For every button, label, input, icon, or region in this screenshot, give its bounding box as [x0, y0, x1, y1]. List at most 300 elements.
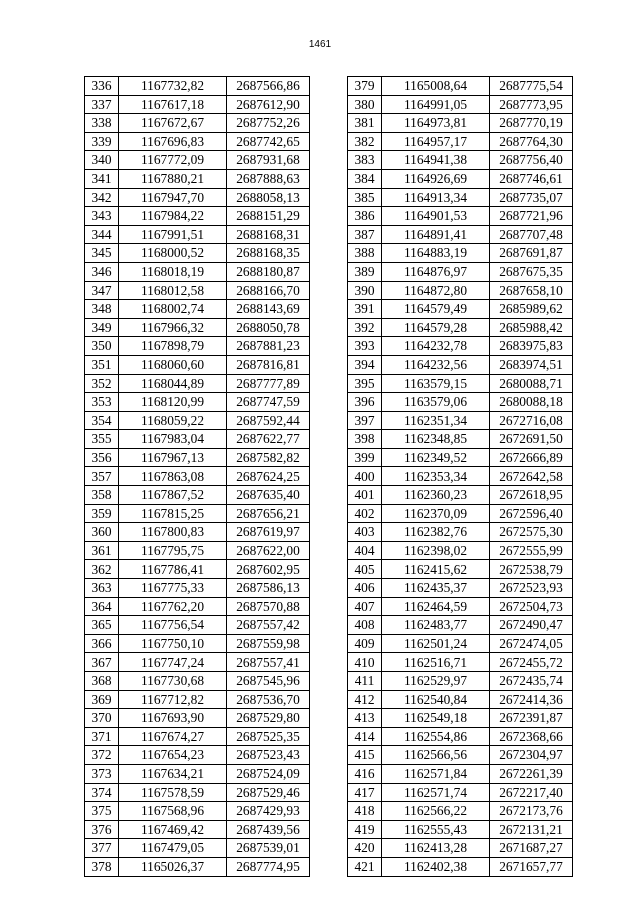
x-coordinate-cell: 1162516,71	[382, 653, 490, 672]
table-row	[348, 207, 573, 226]
y-coordinate-cell: 2672504,73	[490, 597, 573, 616]
y-coordinate-cell: 2688166,70	[227, 281, 310, 300]
x-coordinate-cell: 1162382,76	[382, 523, 490, 542]
y-coordinate-cell: 2685989,62	[490, 300, 573, 319]
table-row	[348, 169, 573, 188]
table-row	[85, 634, 310, 653]
point-number-cell: 361	[85, 541, 119, 560]
table-row	[348, 820, 573, 839]
point-number-cell: 396	[348, 393, 382, 412]
point-number-cell: 405	[348, 560, 382, 579]
point-number-cell: 360	[85, 523, 119, 542]
y-coordinate-cell: 2687777,89	[227, 374, 310, 393]
x-coordinate-cell: 1167693,90	[119, 709, 227, 728]
x-coordinate-cell: 1167898,79	[119, 337, 227, 356]
y-coordinate-cell: 2672691,50	[490, 430, 573, 449]
table-row	[348, 318, 573, 337]
point-number-cell: 366	[85, 634, 119, 653]
y-coordinate-cell: 2687764,30	[490, 132, 573, 151]
table-row	[85, 560, 310, 579]
table-row	[348, 523, 573, 542]
point-number-cell: 421	[348, 857, 382, 876]
table-row	[85, 541, 310, 560]
y-coordinate-cell: 2687439,56	[227, 820, 310, 839]
x-coordinate-cell: 1164991,05	[382, 95, 490, 114]
x-coordinate-cell: 1164913,34	[382, 188, 490, 207]
table-row	[85, 430, 310, 449]
table-row	[85, 616, 310, 635]
point-number-cell: 393	[348, 337, 382, 356]
y-coordinate-cell: 2687881,23	[227, 337, 310, 356]
x-coordinate-cell: 1164579,49	[382, 300, 490, 319]
x-coordinate-cell: 1162554,86	[382, 727, 490, 746]
point-number-cell: 401	[348, 486, 382, 505]
point-number-cell: 404	[348, 541, 382, 560]
y-coordinate-cell: 2687545,96	[227, 672, 310, 691]
y-coordinate-cell: 2687931,68	[227, 151, 310, 170]
table-row	[85, 820, 310, 839]
x-coordinate-cell: 1162566,56	[382, 746, 490, 765]
x-coordinate-cell: 1162370,09	[382, 504, 490, 523]
point-number-cell: 356	[85, 448, 119, 467]
y-coordinate-cell: 2672523,93	[490, 579, 573, 598]
y-coordinate-cell: 2672666,89	[490, 448, 573, 467]
table-row	[348, 746, 573, 765]
y-coordinate-cell: 2687529,80	[227, 709, 310, 728]
y-coordinate-cell: 2688143,69	[227, 300, 310, 319]
table-row	[348, 486, 573, 505]
point-number-cell: 383	[348, 151, 382, 170]
point-number-cell: 417	[348, 783, 382, 802]
point-number-cell: 362	[85, 560, 119, 579]
point-number-cell: 413	[348, 709, 382, 728]
y-coordinate-cell: 2687557,42	[227, 616, 310, 635]
point-number-cell: 414	[348, 727, 382, 746]
point-number-cell: 388	[348, 244, 382, 263]
y-coordinate-cell: 2672173,76	[490, 802, 573, 821]
table-row	[348, 393, 573, 412]
point-number-cell: 359	[85, 504, 119, 523]
table-row	[85, 746, 310, 765]
point-number-cell: 410	[348, 653, 382, 672]
point-number-cell: 381	[348, 114, 382, 133]
y-coordinate-cell: 2672618,95	[490, 486, 573, 505]
y-coordinate-cell: 2687742,65	[227, 132, 310, 151]
point-number-cell: 420	[348, 839, 382, 858]
table-row	[85, 690, 310, 709]
x-coordinate-cell: 1168059,22	[119, 411, 227, 430]
x-coordinate-cell: 1164926,69	[382, 169, 490, 188]
table-row	[348, 355, 573, 374]
y-coordinate-cell: 2672538,79	[490, 560, 573, 579]
x-coordinate-cell: 1167867,52	[119, 486, 227, 505]
table-row	[85, 653, 310, 672]
y-coordinate-cell: 2688168,31	[227, 225, 310, 244]
table-row	[85, 114, 310, 133]
y-coordinate-cell: 2687888,63	[227, 169, 310, 188]
table-row	[348, 262, 573, 281]
x-coordinate-cell: 1167863,08	[119, 467, 227, 486]
table-row	[348, 430, 573, 449]
x-coordinate-cell: 1167880,21	[119, 169, 227, 188]
table-row	[348, 151, 573, 170]
x-coordinate-cell: 1167469,42	[119, 820, 227, 839]
x-coordinate-cell: 1164579,28	[382, 318, 490, 337]
y-coordinate-cell: 2672261,39	[490, 764, 573, 783]
point-number-cell: 345	[85, 244, 119, 263]
table-row	[348, 727, 573, 746]
point-number-cell: 409	[348, 634, 382, 653]
y-coordinate-cell: 2687523,43	[227, 746, 310, 765]
x-coordinate-cell: 1162398,02	[382, 541, 490, 560]
x-coordinate-cell: 1162571,84	[382, 764, 490, 783]
x-coordinate-cell: 1162413,28	[382, 839, 490, 858]
x-coordinate-cell: 1167795,75	[119, 541, 227, 560]
y-coordinate-cell: 2688180,87	[227, 262, 310, 281]
table-row	[85, 393, 310, 412]
y-coordinate-cell: 2687602,95	[227, 560, 310, 579]
x-coordinate-cell: 1164883,19	[382, 244, 490, 263]
x-coordinate-cell: 1162435,37	[382, 579, 490, 598]
point-number-cell: 392	[348, 318, 382, 337]
x-coordinate-cell: 1167617,18	[119, 95, 227, 114]
table-row	[348, 77, 573, 96]
y-coordinate-cell: 2687746,61	[490, 169, 573, 188]
y-coordinate-cell: 2672131,21	[490, 820, 573, 839]
table-row	[348, 225, 573, 244]
y-coordinate-cell: 2688151,29	[227, 207, 310, 226]
y-coordinate-cell: 2672596,40	[490, 504, 573, 523]
table-row	[348, 802, 573, 821]
table-row	[348, 857, 573, 876]
point-number-cell: 341	[85, 169, 119, 188]
table-row	[85, 857, 310, 876]
table-row	[85, 709, 310, 728]
y-coordinate-cell: 2687707,48	[490, 225, 573, 244]
point-number-cell: 408	[348, 616, 382, 635]
y-coordinate-cell: 2687747,59	[227, 393, 310, 412]
x-coordinate-cell: 1167762,20	[119, 597, 227, 616]
table-row	[85, 839, 310, 858]
point-number-cell: 336	[85, 77, 119, 96]
y-coordinate-cell: 2683975,83	[490, 337, 573, 356]
y-coordinate-cell: 2672716,08	[490, 411, 573, 430]
table-row	[85, 318, 310, 337]
table-row	[348, 597, 573, 616]
y-coordinate-cell: 2687624,25	[227, 467, 310, 486]
y-coordinate-cell: 2688050,78	[227, 318, 310, 337]
y-coordinate-cell: 2672217,40	[490, 783, 573, 802]
x-coordinate-cell: 1167578,59	[119, 783, 227, 802]
y-coordinate-cell: 2687529,46	[227, 783, 310, 802]
coordinates-table-left	[84, 76, 310, 877]
point-number-cell: 416	[348, 764, 382, 783]
point-number-cell: 403	[348, 523, 382, 542]
x-coordinate-cell: 1167732,82	[119, 77, 227, 96]
y-coordinate-cell: 2687619,97	[227, 523, 310, 542]
point-number-cell: 346	[85, 262, 119, 281]
y-coordinate-cell: 2688058,13	[227, 188, 310, 207]
y-coordinate-cell: 2688168,35	[227, 244, 310, 263]
coordinates-table-right	[347, 76, 573, 877]
point-number-cell: 389	[348, 262, 382, 281]
table-row	[348, 541, 573, 560]
point-number-cell: 407	[348, 597, 382, 616]
point-number-cell: 344	[85, 225, 119, 244]
point-number-cell: 350	[85, 337, 119, 356]
table-row	[85, 411, 310, 430]
table-row	[348, 653, 573, 672]
y-coordinate-cell: 2672490,47	[490, 616, 573, 635]
x-coordinate-cell: 1162571,74	[382, 783, 490, 802]
point-number-cell: 377	[85, 839, 119, 858]
x-coordinate-cell: 1167967,13	[119, 448, 227, 467]
x-coordinate-cell: 1168120,99	[119, 393, 227, 412]
y-coordinate-cell: 2683974,51	[490, 355, 573, 374]
table-row	[348, 281, 573, 300]
point-number-cell: 382	[348, 132, 382, 151]
point-number-cell: 338	[85, 114, 119, 133]
y-coordinate-cell: 2687429,93	[227, 802, 310, 821]
point-number-cell: 418	[348, 802, 382, 821]
point-number-cell: 367	[85, 653, 119, 672]
x-coordinate-cell: 1167730,68	[119, 672, 227, 691]
x-coordinate-cell: 1167966,32	[119, 318, 227, 337]
x-coordinate-cell: 1167800,83	[119, 523, 227, 542]
table-row	[85, 281, 310, 300]
x-coordinate-cell: 1162349,52	[382, 448, 490, 467]
x-coordinate-cell: 1162540,84	[382, 690, 490, 709]
x-coordinate-cell: 1164973,81	[382, 114, 490, 133]
x-coordinate-cell: 1162549,18	[382, 709, 490, 728]
x-coordinate-cell: 1167947,70	[119, 188, 227, 207]
x-coordinate-cell: 1167983,04	[119, 430, 227, 449]
point-number-cell: 415	[348, 746, 382, 765]
y-coordinate-cell: 2685988,42	[490, 318, 573, 337]
x-coordinate-cell: 1162483,77	[382, 616, 490, 635]
table-row	[85, 783, 310, 802]
y-coordinate-cell: 2672435,74	[490, 672, 573, 691]
table-row	[348, 337, 573, 356]
table-row	[85, 132, 310, 151]
x-coordinate-cell: 1167775,33	[119, 579, 227, 598]
x-coordinate-cell: 1167479,05	[119, 839, 227, 858]
x-coordinate-cell: 1167984,22	[119, 207, 227, 226]
table-row	[348, 504, 573, 523]
y-coordinate-cell: 2687735,07	[490, 188, 573, 207]
point-number-cell: 339	[85, 132, 119, 151]
x-coordinate-cell: 1164232,78	[382, 337, 490, 356]
x-coordinate-cell: 1162464,59	[382, 597, 490, 616]
x-coordinate-cell: 1162360,23	[382, 486, 490, 505]
x-coordinate-cell: 1168012,58	[119, 281, 227, 300]
point-number-cell: 419	[348, 820, 382, 839]
point-number-cell: 358	[85, 486, 119, 505]
x-coordinate-cell: 1162348,85	[382, 430, 490, 449]
y-coordinate-cell: 2672391,87	[490, 709, 573, 728]
y-coordinate-cell: 2687582,82	[227, 448, 310, 467]
table-row	[348, 764, 573, 783]
table-row	[348, 132, 573, 151]
y-coordinate-cell: 2680088,18	[490, 393, 573, 412]
table-row	[85, 523, 310, 542]
x-coordinate-cell: 1168018,19	[119, 262, 227, 281]
y-coordinate-cell: 2687622,77	[227, 430, 310, 449]
point-number-cell: 353	[85, 393, 119, 412]
point-number-cell: 365	[85, 616, 119, 635]
x-coordinate-cell: 1167712,82	[119, 690, 227, 709]
x-coordinate-cell: 1163579,15	[382, 374, 490, 393]
table-row	[85, 374, 310, 393]
point-number-cell: 378	[85, 857, 119, 876]
table-row	[85, 579, 310, 598]
table-row	[348, 634, 573, 653]
y-coordinate-cell: 2687635,40	[227, 486, 310, 505]
y-coordinate-cell: 2671687,27	[490, 839, 573, 858]
table-row	[85, 486, 310, 505]
x-coordinate-cell: 1162402,38	[382, 857, 490, 876]
point-number-cell: 386	[348, 207, 382, 226]
x-coordinate-cell: 1164872,80	[382, 281, 490, 300]
point-number-cell: 337	[85, 95, 119, 114]
table-row	[85, 467, 310, 486]
x-coordinate-cell: 1164901,53	[382, 207, 490, 226]
x-coordinate-cell: 1168044,89	[119, 374, 227, 393]
point-number-cell: 397	[348, 411, 382, 430]
point-number-cell: 399	[348, 448, 382, 467]
point-number-cell: 347	[85, 281, 119, 300]
point-number-cell: 363	[85, 579, 119, 598]
table-row	[348, 300, 573, 319]
table-row	[348, 709, 573, 728]
y-coordinate-cell: 2687721,96	[490, 207, 573, 226]
x-coordinate-cell: 1162529,97	[382, 672, 490, 691]
x-coordinate-cell: 1163579,06	[382, 393, 490, 412]
table-row	[348, 560, 573, 579]
table-row	[85, 300, 310, 319]
table-row	[85, 355, 310, 374]
point-number-cell: 370	[85, 709, 119, 728]
table-row	[85, 802, 310, 821]
table-row	[348, 839, 573, 858]
point-number-cell: 354	[85, 411, 119, 430]
y-coordinate-cell: 2687586,13	[227, 579, 310, 598]
point-number-cell: 373	[85, 764, 119, 783]
y-coordinate-cell: 2672304,97	[490, 746, 573, 765]
x-coordinate-cell: 1167634,21	[119, 764, 227, 783]
point-number-cell: 352	[85, 374, 119, 393]
y-coordinate-cell: 2687622,00	[227, 541, 310, 560]
y-coordinate-cell: 2687775,54	[490, 77, 573, 96]
y-coordinate-cell: 2687675,35	[490, 262, 573, 281]
x-coordinate-cell: 1165008,64	[382, 77, 490, 96]
table-row	[85, 727, 310, 746]
table-row	[85, 151, 310, 170]
y-coordinate-cell: 2672474,05	[490, 634, 573, 653]
y-coordinate-cell: 2687612,90	[227, 95, 310, 114]
table-row	[348, 579, 573, 598]
point-number-cell: 402	[348, 504, 382, 523]
y-coordinate-cell: 2687752,26	[227, 114, 310, 133]
table-row	[348, 95, 573, 114]
point-number-cell: 400	[348, 467, 382, 486]
point-number-cell: 398	[348, 430, 382, 449]
x-coordinate-cell: 1162351,34	[382, 411, 490, 430]
table-row	[348, 448, 573, 467]
point-number-cell: 375	[85, 802, 119, 821]
point-number-cell: 364	[85, 597, 119, 616]
x-coordinate-cell: 1164891,41	[382, 225, 490, 244]
x-coordinate-cell: 1162353,34	[382, 467, 490, 486]
y-coordinate-cell: 2672455,72	[490, 653, 573, 672]
point-number-cell: 376	[85, 820, 119, 839]
table-row	[348, 467, 573, 486]
table-row	[85, 169, 310, 188]
y-coordinate-cell: 2672555,99	[490, 541, 573, 560]
table-row	[85, 207, 310, 226]
point-number-cell: 340	[85, 151, 119, 170]
y-coordinate-cell: 2687570,88	[227, 597, 310, 616]
x-coordinate-cell: 1167815,25	[119, 504, 227, 523]
y-coordinate-cell: 2687774,95	[227, 857, 310, 876]
page-number: 1461	[308, 39, 332, 50]
y-coordinate-cell: 2672642,58	[490, 467, 573, 486]
point-number-cell: 348	[85, 300, 119, 319]
point-number-cell: 391	[348, 300, 382, 319]
point-number-cell: 342	[85, 188, 119, 207]
x-coordinate-cell: 1164941,38	[382, 151, 490, 170]
x-coordinate-cell: 1167747,24	[119, 653, 227, 672]
point-number-cell: 390	[348, 281, 382, 300]
y-coordinate-cell: 2680088,71	[490, 374, 573, 393]
table-row	[348, 411, 573, 430]
y-coordinate-cell: 2672414,36	[490, 690, 573, 709]
x-coordinate-cell: 1168000,52	[119, 244, 227, 263]
x-coordinate-cell: 1167654,23	[119, 746, 227, 765]
x-coordinate-cell: 1168060,60	[119, 355, 227, 374]
y-coordinate-cell: 2672575,30	[490, 523, 573, 542]
y-coordinate-cell: 2687536,70	[227, 690, 310, 709]
point-number-cell: 387	[348, 225, 382, 244]
table-row	[348, 114, 573, 133]
table-row	[348, 616, 573, 635]
table-row	[85, 244, 310, 263]
y-coordinate-cell: 2687756,40	[490, 151, 573, 170]
y-coordinate-cell: 2687816,81	[227, 355, 310, 374]
table-row	[85, 77, 310, 96]
point-number-cell: 372	[85, 746, 119, 765]
table-row	[348, 690, 573, 709]
y-coordinate-cell: 2672368,66	[490, 727, 573, 746]
point-number-cell: 368	[85, 672, 119, 691]
x-coordinate-cell: 1162415,62	[382, 560, 490, 579]
y-coordinate-cell: 2687559,98	[227, 634, 310, 653]
x-coordinate-cell: 1162555,43	[382, 820, 490, 839]
y-coordinate-cell: 2687773,95	[490, 95, 573, 114]
point-number-cell: 369	[85, 690, 119, 709]
point-number-cell: 349	[85, 318, 119, 337]
x-coordinate-cell: 1167991,51	[119, 225, 227, 244]
x-coordinate-cell: 1168002,74	[119, 300, 227, 319]
table-row	[348, 188, 573, 207]
point-number-cell: 379	[348, 77, 382, 96]
point-number-cell: 412	[348, 690, 382, 709]
table-row	[85, 672, 310, 691]
x-coordinate-cell: 1164232,56	[382, 355, 490, 374]
x-coordinate-cell: 1162501,24	[382, 634, 490, 653]
point-number-cell: 355	[85, 430, 119, 449]
y-coordinate-cell: 2671657,77	[490, 857, 573, 876]
